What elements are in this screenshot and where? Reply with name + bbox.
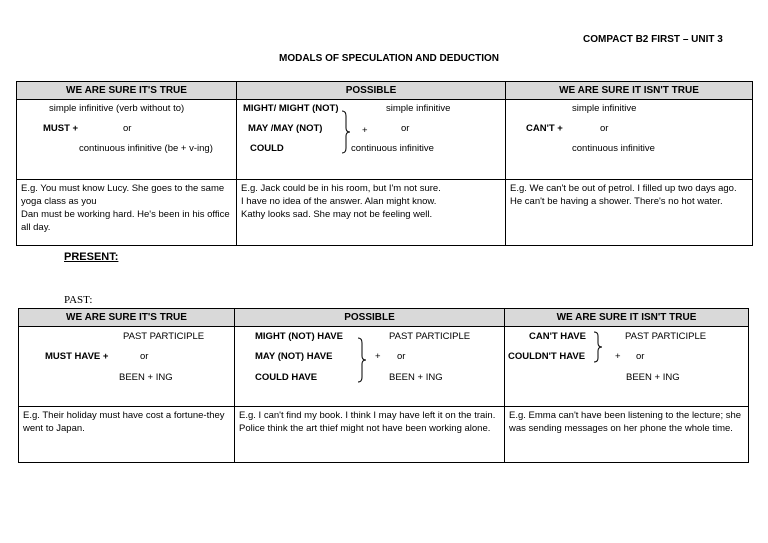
past-label: PAST: bbox=[64, 294, 93, 306]
present-must: MUST + bbox=[43, 123, 79, 134]
brace-icon bbox=[593, 331, 603, 363]
present-sure-true-cell bbox=[17, 100, 237, 180]
course-header: COMPACT B2 FIRST – UNIT 3 bbox=[583, 34, 723, 45]
present-label: PRESENT: bbox=[64, 251, 119, 263]
past-must-have: MUST HAVE + bbox=[45, 351, 109, 362]
present-possible-continuous: continuous infinitive bbox=[351, 143, 434, 154]
past-might-have: MIGHT (NOT) HAVE bbox=[255, 331, 343, 342]
past-example-3: E.g. Emma can't have been listening to the lecture; she was sending messages on her phone the whole time. bbox=[505, 407, 749, 463]
past-possible-or: or bbox=[397, 351, 406, 362]
past-not-plus: + bbox=[615, 351, 621, 362]
present-possible-simple: simple infinitive bbox=[386, 103, 451, 114]
present-table bbox=[16, 81, 753, 246]
past-table bbox=[18, 308, 749, 463]
present-simple-infinitive: simple infinitive (verb without to) bbox=[49, 103, 185, 114]
past-sure-not-cell bbox=[505, 327, 749, 407]
past-or: or bbox=[140, 351, 149, 362]
past-couldnt-have: COULDN'T HAVE bbox=[508, 351, 586, 362]
present-sure-not-cell bbox=[506, 100, 753, 180]
past-not-participle: PAST PARTICIPLE bbox=[625, 331, 707, 342]
present-possible-cell bbox=[237, 100, 506, 180]
past-possible-participle: PAST PARTICIPLE bbox=[389, 331, 471, 342]
past-possible-been: BEEN + ING bbox=[389, 372, 443, 383]
present-header-possible: POSSIBLE bbox=[237, 82, 506, 100]
past-could-have: COULD HAVE bbox=[255, 372, 318, 383]
past-example-1: E.g. Their holiday must have cost a fortune-they went to Japan. bbox=[19, 407, 235, 463]
present-continuous-infinitive: continuous infinitive (be + v-ing) bbox=[79, 143, 213, 154]
present-header-sure-not: WE ARE SURE IT ISN'T TRUE bbox=[506, 82, 753, 100]
present-example-3: E.g. We can't be out of petrol. I filled up two days ago. He can't be having a shower. There's no hot water. bbox=[506, 180, 753, 246]
present-not-simple: simple infinitive bbox=[572, 103, 637, 114]
past-cant-have: CAN'T HAVE bbox=[529, 331, 586, 342]
present-not-continuous: continuous infinitive bbox=[572, 143, 655, 154]
present-example-1: E.g. You must know Lucy. She goes to the same yoga class as you Dan must be working hard. He's been in his office all day. bbox=[17, 180, 237, 246]
past-participle: PAST PARTICIPLE bbox=[123, 331, 205, 342]
page-title: MODALS OF SPECULATION AND DEDUCTION bbox=[279, 53, 499, 64]
past-may-have: MAY (NOT) HAVE bbox=[255, 351, 333, 362]
past-possible-plus: + bbox=[375, 351, 381, 362]
present-header-sure-true: WE ARE SURE IT'S TRUE bbox=[17, 82, 237, 100]
past-header-possible: POSSIBLE bbox=[235, 309, 505, 327]
present-cant: CAN'T + bbox=[526, 123, 563, 134]
present-plus: + bbox=[362, 125, 368, 136]
past-header-sure-true: WE ARE SURE IT'S TRUE bbox=[19, 309, 235, 327]
past-been-ing: BEEN + ING bbox=[119, 372, 173, 383]
present-example-2: E.g. Jack could be in his room, but I'm not sure. I have no idea of the answer. Alan might know. Kathy looks sad. She may not be feeling well. bbox=[237, 180, 506, 246]
present-or: or bbox=[123, 123, 132, 134]
past-header-sure-not: WE ARE SURE IT ISN'T TRUE bbox=[505, 309, 749, 327]
past-example-2: E.g. I can't find my book. I think I may have left it on the train. Police think the art thief might not have been working alone. bbox=[235, 407, 505, 463]
present-possible-or: or bbox=[401, 123, 410, 134]
past-not-been: BEEN + ING bbox=[626, 372, 680, 383]
past-possible-cell bbox=[235, 327, 505, 407]
brace-icon bbox=[357, 337, 367, 383]
past-not-or: or bbox=[636, 351, 645, 362]
present-may: MAY /MAY (NOT) bbox=[248, 123, 323, 134]
present-could: COULD bbox=[250, 143, 284, 154]
past-sure-true-cell bbox=[19, 327, 235, 407]
present-not-or: or bbox=[600, 123, 609, 134]
present-might: MIGHT/ MIGHT (NOT) bbox=[243, 103, 339, 114]
brace-icon bbox=[341, 110, 351, 154]
